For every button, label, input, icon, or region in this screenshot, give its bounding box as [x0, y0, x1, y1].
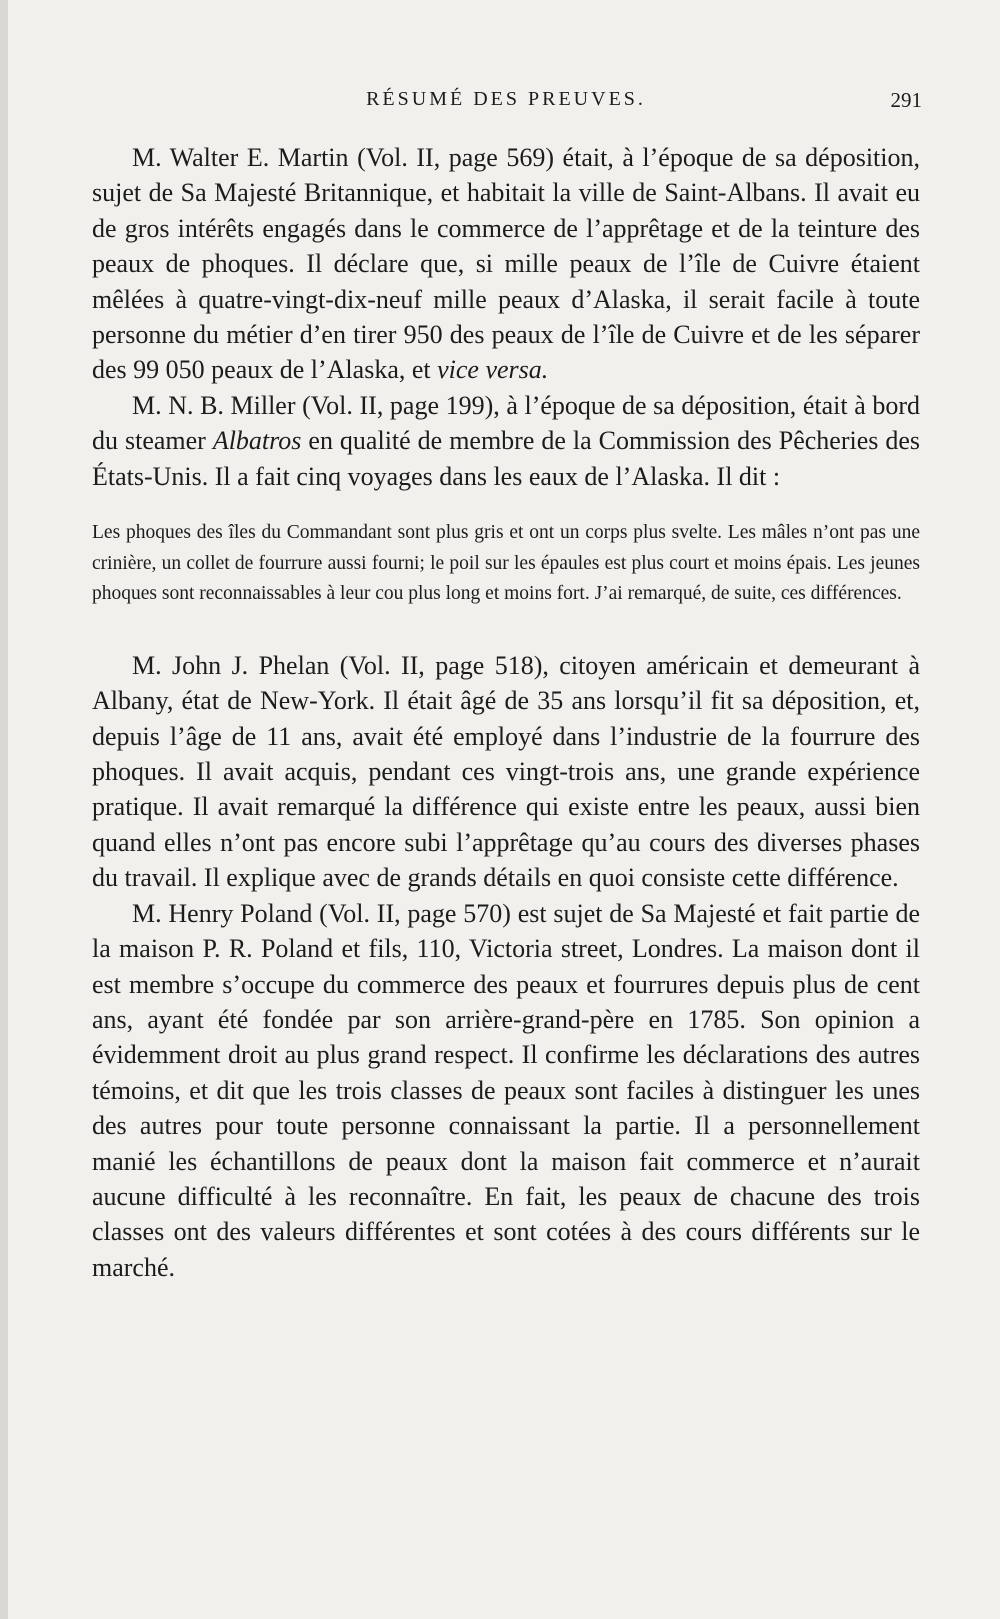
page-edge-shadow [0, 0, 8, 1619]
paragraph-miller-text-b: en qualité de membre de la Commission des Pêcheries des États-Unis. Il a fait cinq voyages dans les eaux de l’Alaska. Il dit : [92, 426, 920, 491]
page-header [90, 88, 922, 122]
running-title: RÉSUMÉ DES PREUVES. [366, 88, 646, 110]
paragraph-phelan: M. John J. Phelan (Vol. II, page 518), citoyen américain et demeurant à Albany, état de New-York. Il était âgé de 35 ans lorsqu’il fit sa déposition, et, depuis l’âge de 11 ans, avait été employé dans l’industrie de la fourrure des phoques. Il avait acquis, pendant ces vingt-trois ans, une grande expérience pratique. Il avait remarqué la différence qui existe entre les peaux, aussi bien quand elles n’ont pas encore subi l’apprêtage qu’au cours des diverses phases du travail. Il explique avec de grands détails en quoi consiste cette différence. [92, 650, 920, 893]
paragraph-poland: M. Henry Poland (Vol. II, page 570) est sujet de Sa Majesté et fait partie de la maison P. R. Poland et fils, 110, Victoria street, Londres. La maison dont il est membre s’occupe du commerce des peaux et fourrures depuis plus de cent ans, ayant été fondée par son arrière-grand-père en 1785. Son opinion a évidemment droit au plus grand respect. Il confirme les déclarations des autres témoins, et dit que les trois classes de peaux sont faciles à distinguer les unes des autres pour toute personne connaissant la partie. Il a personnellement manié les échantillons de peaux dont la maison fait commerce et n’aurait aucune difficulté à les reconnaître. En fait, les peaux de chacune des trois classes ont des valeurs différentes et sont cotées à des cours différents sur le marché. [92, 898, 920, 1282]
page-number: 291 [890, 88, 922, 112]
italic-vice-versa: vice versa. [437, 355, 549, 385]
paragraph-martin-text: M. Walter E. Martin (Vol. II, page 569) était, à l’époque de sa déposition, sujet de Sa Majesté Britannique, et habitait la ville de Saint-Albans. Il avait eu de gros intérêts engagés dans le commerce de l’apprêtage et de la teinture des peaux de phoques. Il déclare que, si mille peaux de l’île de Cuivre étaient mêlées à quatre-vingt-dix-neuf mille peaux d’Alaska, il serait facile à toute personne du métier d’en tirer 950 des peaux de l’île de Cuivre et de les séparer des 99 050 peaux de l’Alaska, et [92, 143, 920, 385]
body-text [92, 140, 920, 1285]
block-quote-miller: Les phoques des îles du Commandant sont plus gris et ont un corps plus svelte. Les mâles n’ont pas une crinière, un collet de fourrure aussi fourni; le poil sur les épaules est plus court et moins épais. Les jeunes phoques sont reconnaissables à leur cou plus long et moins fort. J’ai remarqué, de suite, ces différences. [92, 522, 920, 605]
paragraph-martin [92, 140, 920, 388]
paragraph-miller-text-a: M. N. B. Miller (Vol. II, page 199), à l’époque de sa déposition, était à bord du steamer [92, 390, 920, 456]
italic-albatros: Albatros [212, 426, 302, 456]
paragraph-miller [92, 388, 920, 494]
